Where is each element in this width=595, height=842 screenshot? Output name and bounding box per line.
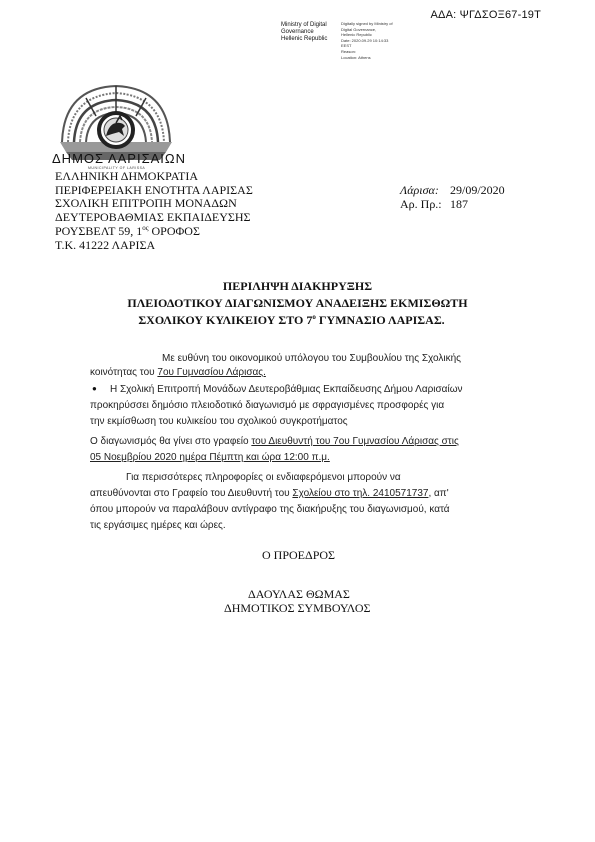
date-line xyxy=(400,184,505,198)
paragraph-info-line1: Για περισσότερες πληροφορίες οι ενδιαφερόμενοι μπορούν να xyxy=(126,472,401,483)
header-line-education: ΔΕΥΤΕΡΟΒΑΘΜΙΑΣ ΕΚΠΑΙΔΕΥΣΗΣ xyxy=(55,210,251,225)
signature-issuer-line: Ministry of Digital xyxy=(281,22,327,28)
signature-detail-line: Digital Governance, xyxy=(341,26,377,32)
protocol-label: Αρ. Πρ.: xyxy=(400,197,442,211)
paragraph-info-line3: όπου μπορούν να παραλάβουν αντίγραφο της διακήρυξης του διαγωνισμού, κατά xyxy=(90,504,450,515)
school-name: 7ου Γυμνασίου Λάρισας. xyxy=(157,367,266,378)
ada-code: ΑΔΑ: ΨΓΔΣΟΞ67-19Τ xyxy=(430,9,541,21)
signatory-role: Ο ΠΡΟΕΔΡΟΣ xyxy=(262,548,336,562)
signature-issuer-line: Hellenic Republic xyxy=(281,36,328,42)
contact-phone: Σχολείου στο τηλ. 2410571737 xyxy=(292,488,429,499)
info-prefix: απευθύνονται στο Γραφείο του Διευθυντή του xyxy=(90,488,293,499)
signature-detail-line: Reason: xyxy=(341,48,356,54)
date-label: Λάρισα: xyxy=(400,183,439,197)
document-subtitle-school xyxy=(0,313,589,328)
paragraph-announcement-line1: Η Σχολική Επιτροπή Μονάδων Δευτεροβάθμιας Εκπαίδευσης Δήμου Λαρισαίων xyxy=(110,384,463,395)
document-subtitle: ΠΛΕΙΟΔΟΤΙΚΟΥ ΔΙΑΓΩΝΙΣΜΟΥ ΑΝΑΔΕΙΞΗΣ ΕΚΜΙΣΘΩΤΗ xyxy=(127,296,468,310)
paragraph-location-line2 xyxy=(90,450,330,465)
signature-detail-line: Digitally signed by Ministry of xyxy=(341,21,393,26)
competition-datetime: 05 Νοεμβρίου 2020 ημέρα Πέμπτη και ώρα 12:00 π.μ. xyxy=(90,452,330,463)
paragraph-responsibility-line1: Με ευθύνη του οικονομικού υπόλογου του Συμβουλίου της Σχολικής xyxy=(162,353,461,364)
location-detail: του Διευθυντή του 7ου Γυμνασίου Λάρισας στις xyxy=(251,436,459,447)
header-line-committee: ΣΧΟΛΙΚΗ ΕΠΙΤΡΟΠΗ ΜΟΝΑΔΩΝ xyxy=(55,196,237,211)
document-title: ΠΕΡΙΛΗΨΗ ΔΙΑΚΗΡΥΞΗΣ xyxy=(222,279,373,293)
address-ordinal: ος xyxy=(142,223,149,232)
signatory-title: ΔΗΜΟΤΙΚΟΣ ΣΥΜΒΟΥΛΟΣ xyxy=(224,601,371,615)
subtitle-suffix: ΓΥΜΝΑΣΙΟ ΛΑΡΙΣΑΣ. xyxy=(315,313,445,327)
address-suffix: ΟΡΟΦΟΣ xyxy=(148,223,200,238)
protocol-value: 187 xyxy=(450,197,468,211)
info-suffix: , απ' xyxy=(428,488,449,499)
paragraph-announcement-line3: την εκμίσθωση του κυλικείου του σχολικού συγκροτήματος xyxy=(90,416,348,427)
sender-header xyxy=(55,170,253,252)
header-line-republic: ΕΛΛΗΝΙΚΗ ΔΗΜΟΚΡΑΤΙΑ xyxy=(55,169,199,183)
bullet-icon: ● xyxy=(92,384,97,393)
subtitle-ordinal: ο xyxy=(312,313,316,321)
signature-issuer-line: Governance xyxy=(281,29,314,35)
date-value: 29/09/2020 xyxy=(450,183,505,197)
municipality-name: ΔΗΜΟΣ ΛΑΡΙΣΑΙΩΝ xyxy=(52,151,187,166)
paragraph-announcement-line2: προκηρύσσει δημόσιο πλειοδοτικό διαγωνισμό με σφραγισμένες προσφορές για xyxy=(90,400,445,411)
digital-signature-details xyxy=(341,21,393,60)
paragraph-responsibility-line2 xyxy=(90,365,266,380)
header-postal: Τ.Κ. 41222 ΛΑΡΙΣΑ xyxy=(55,237,156,252)
address-prefix: ΡΟΥΣΒΕΛΤ 59, 1 xyxy=(55,223,143,238)
subtitle-prefix: ΣΧΟΛΙΚΟΥ ΚΥΛΙΚΕΙΟΥ ΣΤΟ 7 xyxy=(138,313,313,327)
signature-detail-line: Location: Athens xyxy=(341,54,371,60)
municipality-subname: MUNICIPALITY OF LARISSA xyxy=(88,166,146,170)
signature-detail-line: Date: 2020.09.29 10:14:33 xyxy=(341,37,389,43)
signatory-name: ΔΑΟΥΛΑΣ ΘΩΜΑΣ xyxy=(248,587,350,601)
location-prefix: Ο διαγωνισμός θα γίνει στο γραφείο xyxy=(90,436,252,447)
header-address xyxy=(55,225,253,239)
signature-detail-line: Hellenic Republic xyxy=(341,32,372,38)
protocol-line xyxy=(400,198,468,212)
paragraph-location-line1 xyxy=(90,434,459,449)
paragraph-info-line4: τις εργάσιμες ημέρες και ώρες. xyxy=(90,520,226,531)
community-prefix: κοινότητας του xyxy=(90,367,158,378)
header-line-region: ΠΕΡΙΦΕΡΕΙΑΚΗ ΕΝΟΤΗΤΑ ΛΑΡΙΣΑΣ xyxy=(55,182,253,197)
paragraph-info-line2 xyxy=(90,486,449,501)
signature-detail-line: EEST xyxy=(341,43,352,49)
digital-signature-issuer xyxy=(281,22,327,43)
